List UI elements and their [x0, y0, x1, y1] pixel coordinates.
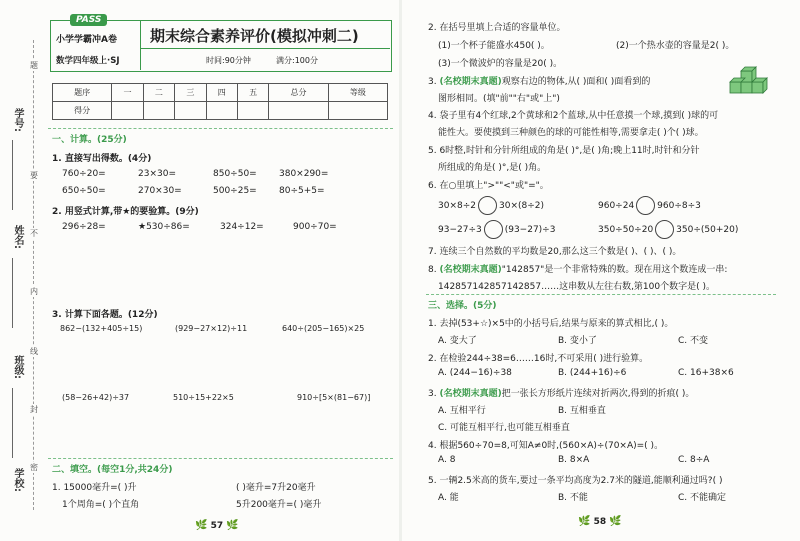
calc-item: 80÷5+5=	[279, 186, 325, 196]
leaf-icon: 🌿	[195, 520, 208, 531]
choice-option[interactable]: A. 能	[438, 493, 459, 503]
circle-blank[interactable]	[478, 196, 497, 215]
r-q8-line2: 142857142857142857……这串数从左往右数,第100个数字是( )。	[438, 282, 715, 292]
page-number-right: 🌿 58 🌿	[578, 516, 622, 527]
pass-badge: PASS	[70, 14, 107, 26]
table-header: 总分	[269, 84, 328, 102]
seal-text: 线	[30, 347, 38, 356]
fill-item: ( )毫升=7升20毫升	[236, 483, 316, 493]
name-label: 姓名:	[12, 225, 23, 249]
choice-option[interactable]: A. 变大了	[438, 336, 477, 346]
score-cell[interactable]	[206, 102, 237, 120]
student-id-label: 学号:	[12, 108, 23, 132]
choice-q1: 1. 去掉(53+☆)×5中的小括号后,结果与原来的算式相比,( )。	[428, 319, 674, 329]
calc-item: 23×30=	[138, 169, 176, 179]
choice-option[interactable]: C. 可能互相平行,也可能互相垂直	[438, 423, 570, 433]
unit-item: (2)一个热水壶的容量是2( )。	[616, 41, 735, 51]
score-cell[interactable]	[112, 102, 143, 120]
seal-text: 封	[30, 405, 38, 414]
calc-item: 760÷20=	[62, 169, 106, 179]
left-page	[0, 0, 399, 541]
choice-q3: 3. (名校期末真题)把一张长方形纸片连续对折两次,得到的折痕( )。	[428, 389, 695, 399]
grade-label: 数学四年级上·SJ	[56, 56, 120, 66]
series-name: 小学学霸冲A卷	[56, 35, 117, 45]
compare-item: 350÷50÷20 350÷(50+20)	[598, 220, 738, 239]
section-3-title: 三、选择。(5分)	[428, 301, 497, 311]
choice-q4: 4. 根据560÷70=8,可知A≠0时,(560×A)÷(70×A)=( )。	[428, 441, 664, 451]
unit-item: (1)一个杯子能盛水450( )。	[438, 41, 550, 51]
table-header: 三	[175, 84, 206, 102]
calc-item: 500÷25=	[213, 186, 257, 196]
r-q2-title: 2. 在括号里填上合适的容量单位。	[428, 23, 566, 33]
section-2-title: 二、填空。(每空1分,共24分)	[52, 465, 173, 475]
expression-item: 862−(132+405÷15)	[60, 324, 143, 333]
r-q5-line2: 所组成的角是( )°,是( )角。	[438, 163, 547, 173]
binding-strip	[0, 0, 44, 541]
score-table	[52, 83, 388, 120]
choice-option[interactable]: A. 8	[438, 455, 456, 465]
compare-item: 30×8÷2 30×(8÷2)	[438, 196, 544, 215]
cube-figure	[728, 66, 768, 100]
choice-option[interactable]: B. 变小了	[558, 336, 597, 346]
seal-text: 不	[30, 229, 38, 238]
score-row-label: 得分	[53, 102, 112, 120]
compare-item: 93−27÷3 (93−27)÷3	[438, 220, 555, 239]
expression-item: (929−27×12)÷11	[175, 324, 248, 333]
score-cell[interactable]	[237, 102, 268, 120]
table-header: 题序	[53, 84, 112, 102]
seal-text: 题	[30, 61, 38, 70]
score-cell[interactable]	[143, 102, 174, 120]
expression-item: 510÷15+22×5	[173, 393, 234, 402]
r-q7: 7. 连续三个自然数的平均数是20,那么这三个数是( )、( )、( )。	[428, 247, 682, 257]
choice-option[interactable]: A. (244−16)÷38	[438, 368, 512, 378]
seal-text: 要	[30, 171, 38, 180]
choice-option[interactable]: B. 互相垂直	[558, 406, 606, 416]
page-number-left: 🌿 57 🌿	[195, 520, 239, 531]
expression-item: 910÷[5×(81−67)]	[297, 393, 371, 402]
r-q4: 4. 袋子里有4个红球,2个黄球和2个蓝球,从中任意摸一个球,摸到( )球的可	[428, 111, 719, 121]
q3-title: 3. 计算下面各题。(12分)	[52, 310, 158, 320]
r-q4-line2: 能性大。要使摸到三种颜色的球的可能性相等,需要拿走( )个( )球。	[438, 128, 704, 138]
q2-title: 2. 用竖式计算,带★的要验算。(9分)	[52, 207, 199, 217]
leaf-icon: 🌿	[578, 516, 591, 527]
time-label: 时间:90分钟	[206, 56, 251, 65]
fill-item: 5升200毫升=( )毫升	[236, 500, 322, 510]
leaf-icon: 🌿	[609, 516, 622, 527]
calc-item: 270×30=	[138, 186, 182, 196]
leaf-icon: 🌿	[226, 520, 239, 531]
choice-option[interactable]: A. 互相平行	[438, 406, 486, 416]
expression-item: (58−26+42)÷37	[62, 393, 130, 402]
table-header: 二	[143, 84, 174, 102]
circle-blank[interactable]	[636, 196, 655, 215]
seal-text: 内	[30, 287, 38, 296]
fill-item: 1个周角=( )个直角	[62, 500, 140, 510]
choice-q2: 2. 在检验244÷38=6……16时,不可采用( )进行验算。	[428, 354, 649, 364]
score-label: 满分:100分	[276, 56, 318, 65]
school-label: 学校:	[12, 468, 23, 492]
table-header: 等级	[328, 84, 387, 102]
calc-item: 380×290=	[279, 169, 329, 179]
class-label: 班级:	[12, 355, 23, 379]
choice-option[interactable]: B. 8×A	[558, 455, 590, 465]
circle-blank[interactable]	[655, 220, 674, 239]
vertical-calc-item: 296÷28=	[62, 222, 106, 232]
expression-item: 640÷(205−165)×25	[282, 324, 365, 333]
choice-option[interactable]: B. 不能	[558, 493, 588, 503]
section-1-title: 一、计算。(25分)	[52, 135, 127, 145]
fill-item: 1. 15000毫升=( )升	[52, 483, 137, 493]
r-q3: 3. (名校期末真题)观察右边的物体,从( )面和( )面看到的	[428, 77, 651, 87]
table-header: 四	[206, 84, 237, 102]
calc-item: 650÷50=	[62, 186, 106, 196]
score-cell[interactable]	[175, 102, 206, 120]
calc-item: 850÷50=	[213, 169, 257, 179]
r-q5: 5. 6时整,时针和分针所组成的角是( )°,是( )角;晚上11时,时针和分针	[428, 146, 700, 156]
choice-option[interactable]: C. 16+38×6	[678, 368, 734, 378]
vertical-calc-item: ★530÷86=	[138, 222, 190, 232]
score-cell[interactable]	[328, 102, 387, 120]
choice-option[interactable]: C. 不变	[678, 336, 709, 346]
q1-title: 1. 直接写出得数。(4分)	[52, 154, 152, 164]
table-header: 一	[112, 84, 143, 102]
vertical-calc-item: 324÷12=	[220, 222, 264, 232]
circle-blank[interactable]	[484, 220, 503, 239]
unit-item: (3)一个微波炉的容量是20( )。	[438, 59, 563, 69]
seal-text: 密	[30, 463, 38, 472]
score-cell[interactable]	[269, 102, 328, 120]
vertical-calc-item: 900÷70=	[293, 222, 337, 232]
r-q8: 8. (名校期末真题)"142857"是一个非常特殊的数。现在用这个数连成一串:	[428, 265, 728, 275]
exam-title: 期末综合素养评价(模拟冲刺二)	[150, 27, 359, 45]
right-page	[402, 0, 800, 541]
r-q3-line2: 图形相同。(填"前""右"或"上")	[438, 94, 560, 104]
choice-option[interactable]: C. 8÷A	[678, 455, 710, 465]
compare-item: 960÷24 960÷8÷3	[598, 196, 701, 215]
choice-option[interactable]: B. (244+16)÷6	[558, 368, 627, 378]
table-header: 五	[237, 84, 268, 102]
choice-q5: 5. 一辆2.5米高的货车,要过一条平均高度为2.7米的隧道,能顺利通过吗?( )	[428, 476, 723, 486]
r-q6-title: 6. 在○里填上">""<"或"="。	[428, 181, 549, 191]
choice-option[interactable]: C. 不能确定	[678, 493, 727, 503]
